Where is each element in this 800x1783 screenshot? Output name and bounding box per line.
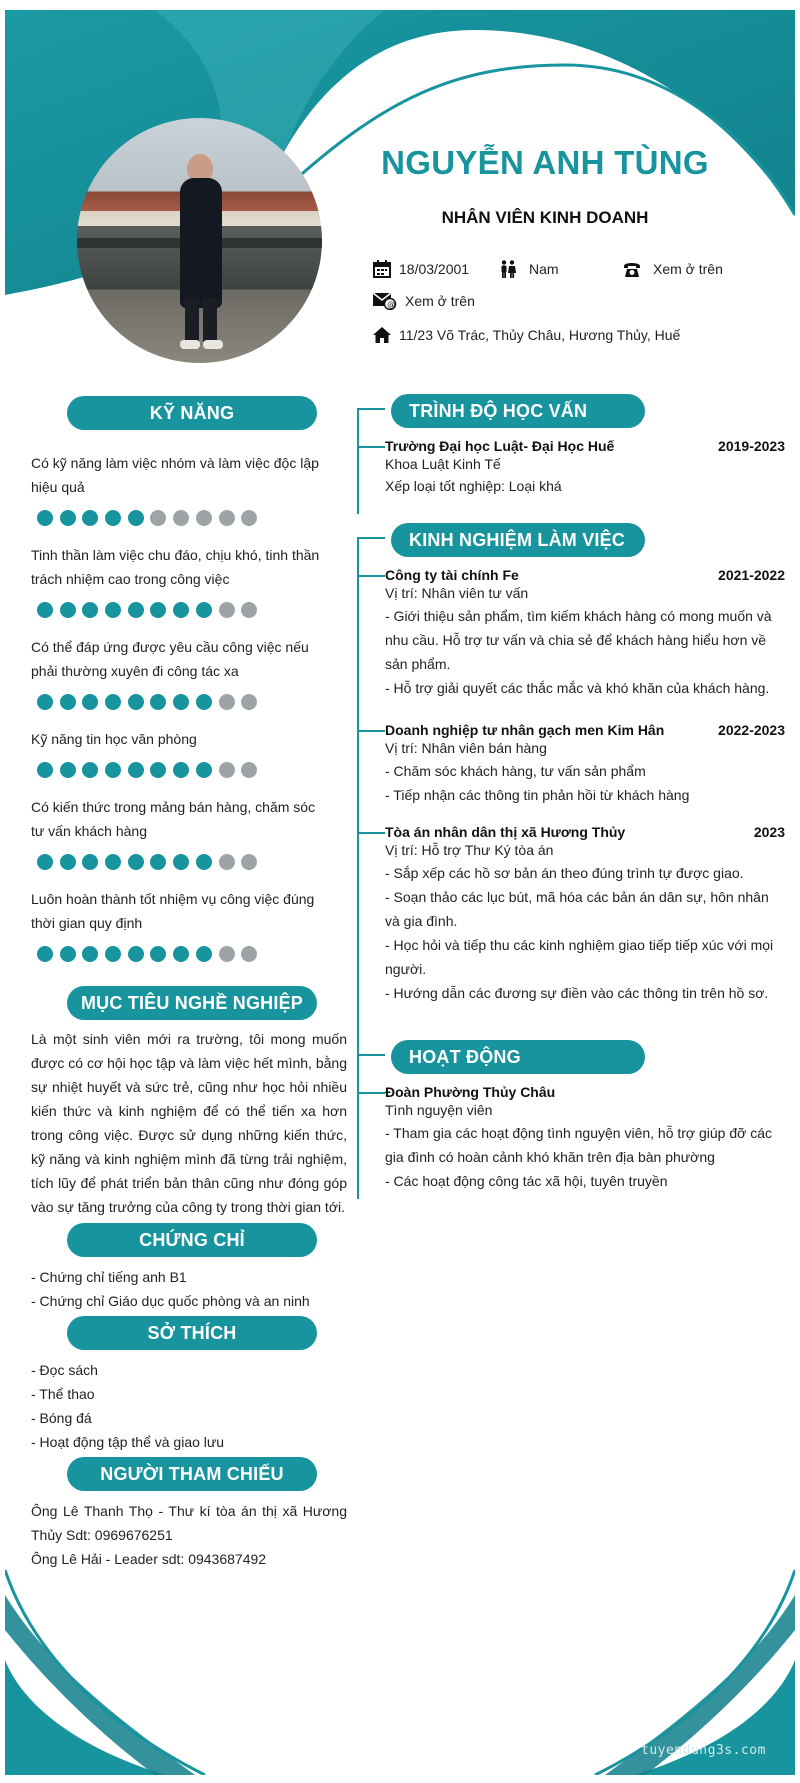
reference-item: Ông Lê Hải - Leader sdt: 0943687492	[31, 1551, 267, 1567]
rating-dot-empty	[196, 510, 212, 526]
rating-dot-filled	[105, 762, 121, 778]
rating-dot-filled	[60, 946, 76, 962]
hobby-item: - Đọc sách	[31, 1362, 98, 1378]
email-icon	[373, 292, 397, 310]
skill-rating	[37, 694, 257, 710]
skill-rating	[37, 854, 257, 870]
rating-dot-filled	[60, 854, 76, 870]
activity-item: - Các hoạt động công tác xã hội, tuyên truyền	[385, 1173, 668, 1189]
rating-dot-filled	[82, 762, 98, 778]
rating-dot-filled	[128, 510, 144, 526]
job-duty: - Tiếp nhận các thông tin phản hồi từ khách hàng	[385, 787, 690, 803]
education-entry	[385, 438, 785, 454]
rating-dot-empty	[241, 694, 257, 710]
rating-dot-filled	[150, 854, 166, 870]
company-name: Công ty tài chính Fe	[385, 567, 519, 583]
rating-dot-filled	[196, 602, 212, 618]
avatar-photo	[77, 118, 322, 363]
education-years: 2019-2023	[718, 438, 785, 454]
rating-dot-filled	[150, 946, 166, 962]
job-duty: - Sắp xếp các hồ sơ bản án theo đúng trình tự được giao.	[385, 865, 744, 881]
skill-rating	[37, 510, 257, 526]
rating-dot-filled	[105, 510, 121, 526]
reference-item: Ông Lê Thanh Thọ - Thư kí tòa án thị xã Hương Thủy Sdt: 0969676251	[31, 1503, 347, 1543]
job-position: Vị trí: Nhân viên bán hàng	[385, 740, 547, 756]
rating-dot-empty	[219, 854, 235, 870]
cv-page	[5, 10, 795, 1775]
job-years: 2022-2023	[718, 722, 785, 738]
birthday-value: 18/03/2001	[399, 261, 470, 277]
rating-dot-filled	[173, 854, 189, 870]
rating-dot-filled	[105, 946, 121, 962]
hobby-item: - Thể thao	[31, 1386, 95, 1402]
gender-info	[499, 260, 559, 278]
rating-dot-empty	[241, 510, 257, 526]
education-major: Khoa Luật Kinh Tế	[385, 456, 501, 472]
timeline-tick	[357, 1054, 385, 1056]
rating-dot-filled	[196, 694, 212, 710]
address-value: 11/23 Võ Trác, Thủy Châu, Hương Thủy, Huế	[399, 327, 681, 343]
rating-dot-filled	[37, 762, 53, 778]
job-duty: - Học hỏi và tiếp thu các kinh nghiệm giao tiếp tiếp xúc với mọi người.	[385, 937, 774, 977]
skill-item: Có kiến thức trong mảng bán hàng, chăm sóc tư vấn khách hàng	[31, 799, 316, 839]
timeline-tick	[357, 446, 385, 448]
job-entry	[385, 567, 785, 583]
rating-dot-filled	[60, 694, 76, 710]
job-entry	[385, 824, 785, 840]
job-duty: - Soạn thảo các lục bút, mã hóa các bản án dân sự, hôn nhân và gia đình.	[385, 889, 769, 929]
certificate-item: - Chứng chỉ Giáo dục quốc phòng và an ninh	[31, 1293, 310, 1309]
rating-dot-filled	[196, 762, 212, 778]
rating-dot-filled	[105, 694, 121, 710]
rating-dot-empty	[241, 946, 257, 962]
hobby-item: - Bóng đá	[31, 1410, 92, 1426]
timeline-tick	[357, 408, 385, 410]
certificate-item: - Chứng chỉ tiếng anh B1	[31, 1269, 187, 1285]
skill-rating	[37, 602, 257, 618]
timeline-line	[357, 408, 359, 514]
phone-value: Xem ở trên	[653, 261, 723, 277]
rating-dot-empty	[219, 694, 235, 710]
rating-dot-filled	[82, 510, 98, 526]
rating-dot-empty	[241, 762, 257, 778]
watermark-text: tuyendung3s.com	[641, 1743, 766, 1758]
job-position: Vị trí: Nhân viên tư vấn	[385, 585, 529, 601]
gender-icon	[499, 260, 517, 278]
job-duty: - Giới thiệu sản phẩm, tìm kiếm khách hàng có mong muốn và nhu cầu. Hỗ trợ tư vấn và chia sẻ để khách hàng hiểu hơn về sản phẩm.	[385, 608, 772, 672]
phone-icon	[623, 260, 641, 278]
email-info	[373, 292, 475, 310]
rating-dot-empty	[241, 602, 257, 618]
rating-dot-filled	[150, 694, 166, 710]
rating-dot-filled	[150, 602, 166, 618]
company-name: Tòa án nhân dân thị xã Hương Thủy	[385, 824, 626, 840]
certificates-heading: CHỨNG CHỈ	[67, 1223, 317, 1257]
job-position: Vị trí: Hỗ trợ Thư Ký tòa án	[385, 842, 554, 858]
rating-dot-filled	[128, 694, 144, 710]
rating-dot-filled	[173, 762, 189, 778]
company-name: Doanh nghiệp tư nhân gạch men Kim Hân	[385, 722, 665, 738]
skill-item: Kỹ năng tin học văn phòng	[31, 731, 197, 747]
education-heading: TRÌNH ĐỘ HỌC VẤN	[391, 394, 645, 428]
candidate-name: NGUYỄN ANH TÙNG	[381, 144, 709, 181]
skill-item: Luôn hoàn thành tốt nhiệm vụ công việc đúng thời gian quy định	[31, 891, 315, 931]
address-info	[373, 326, 680, 344]
home-icon	[373, 326, 391, 344]
rating-dot-empty	[219, 946, 235, 962]
rating-dot-filled	[37, 510, 53, 526]
objective-heading: MỤC TIÊU NGHỀ NGHIỆP	[67, 986, 317, 1020]
rating-dot-filled	[37, 694, 53, 710]
birthday-info	[373, 260, 469, 278]
skill-rating	[37, 762, 257, 778]
timeline-line	[357, 537, 359, 1199]
rating-dot-filled	[128, 854, 144, 870]
rating-dot-filled	[60, 510, 76, 526]
job-duty: - Hướng dẫn các đương sự điền vào các thông tin trên hồ sơ.	[385, 985, 769, 1001]
rating-dot-empty	[219, 762, 235, 778]
rating-dot-filled	[173, 694, 189, 710]
calendar-icon	[373, 260, 391, 278]
hobbies-heading: SỞ THÍCH	[67, 1316, 317, 1350]
references-heading: NGƯỜI THAM CHIẾU	[67, 1457, 317, 1491]
rating-dot-filled	[196, 854, 212, 870]
rating-dot-empty	[173, 510, 189, 526]
rating-dot-empty	[241, 854, 257, 870]
rating-dot-filled	[82, 854, 98, 870]
rating-dot-filled	[128, 762, 144, 778]
svg-text:@: @	[387, 300, 396, 309]
email-value: Xem ở trên	[405, 293, 475, 309]
rating-dot-filled	[128, 602, 144, 618]
timeline-tick	[357, 1092, 385, 1094]
job-duty: - Chăm sóc khách hàng, tư vấn sản phẩm	[385, 763, 646, 779]
rating-dot-empty	[150, 510, 166, 526]
rating-dot-filled	[37, 602, 53, 618]
timeline-tick	[357, 730, 385, 732]
rating-dot-empty	[219, 510, 235, 526]
objective-text: Là một sinh viên mới ra trường, tôi mong muốn được có cơ hội học tập và làm việc hết mình, bằng sự nhiệt huyết và sức trẻ, cũng như học hỏi nhiều kiến thức và kinh nghiệm để có thể tiến xa hơn trong công việc. Được sử dụng những kiến thức, kỹ năng và kinh nghiệm mình đã từng trải nghiệm, tích lũy để phát triển bản thân cũng như đóng góp vào sự tăng trưởng của công ty trong thời gian tới.	[31, 1031, 347, 1215]
rating-dot-filled	[37, 946, 53, 962]
job-duty: - Hỗ trợ giải quyết các thắc mắc và khó khăn của khách hàng.	[385, 680, 770, 696]
rating-dot-filled	[82, 694, 98, 710]
job-entry	[385, 722, 785, 738]
activity-org: Đoàn Phường Thủy Châu	[385, 1084, 556, 1100]
skill-rating	[37, 946, 257, 962]
timeline-tick	[357, 832, 385, 834]
rating-dot-filled	[60, 602, 76, 618]
activity-item: - Tham gia các hoạt động tình nguyện viên, hỗ trợ giúp đỡ các gia đình có hoàn cảnh khó khăn trên địa bàn phường	[385, 1125, 773, 1165]
rating-dot-filled	[37, 854, 53, 870]
activities-heading: HOẠT ĐỘNG	[391, 1040, 645, 1074]
rating-dot-filled	[82, 946, 98, 962]
phone-info	[623, 260, 723, 278]
timeline-tick	[357, 537, 385, 539]
rating-dot-filled	[60, 762, 76, 778]
job-years: 2021-2022	[718, 567, 785, 583]
rating-dot-filled	[105, 854, 121, 870]
activity-role: Tình nguyện viên	[385, 1102, 493, 1118]
hobby-item: - Hoạt động tập thể và giao lưu	[31, 1434, 225, 1450]
rating-dot-filled	[173, 946, 189, 962]
job-years: 2023	[753, 824, 785, 840]
rating-dot-filled	[196, 946, 212, 962]
timeline-tick	[357, 575, 385, 577]
rating-dot-empty	[219, 602, 235, 618]
rating-dot-filled	[82, 602, 98, 618]
school-name: Trường Đại học Luật- Đại Học Huế	[385, 438, 615, 454]
rating-dot-filled	[150, 762, 166, 778]
skill-item: Có kỹ năng làm việc nhóm và làm việc độc lập hiệu quả	[31, 455, 319, 495]
rating-dot-filled	[173, 602, 189, 618]
education-grade: Xếp loại tốt nghiệp: Loại khá	[385, 478, 562, 494]
skill-item: Tinh thần làm việc chu đáo, chịu khó, tinh thần trách nhiệm cao trong công việc	[31, 547, 320, 587]
skills-heading: KỸ NĂNG	[67, 396, 317, 430]
gender-value: Nam	[529, 261, 559, 277]
experience-heading: KINH NGHIỆM LÀM VIỆC	[391, 523, 645, 557]
rating-dot-filled	[128, 946, 144, 962]
job-title: NHÂN VIÊN KINH DOANH	[441, 208, 649, 227]
skill-item: Có thể đáp ứng được yêu cầu công việc nếu phải thường xuyên đi công tác xa	[31, 639, 309, 679]
rating-dot-filled	[105, 602, 121, 618]
